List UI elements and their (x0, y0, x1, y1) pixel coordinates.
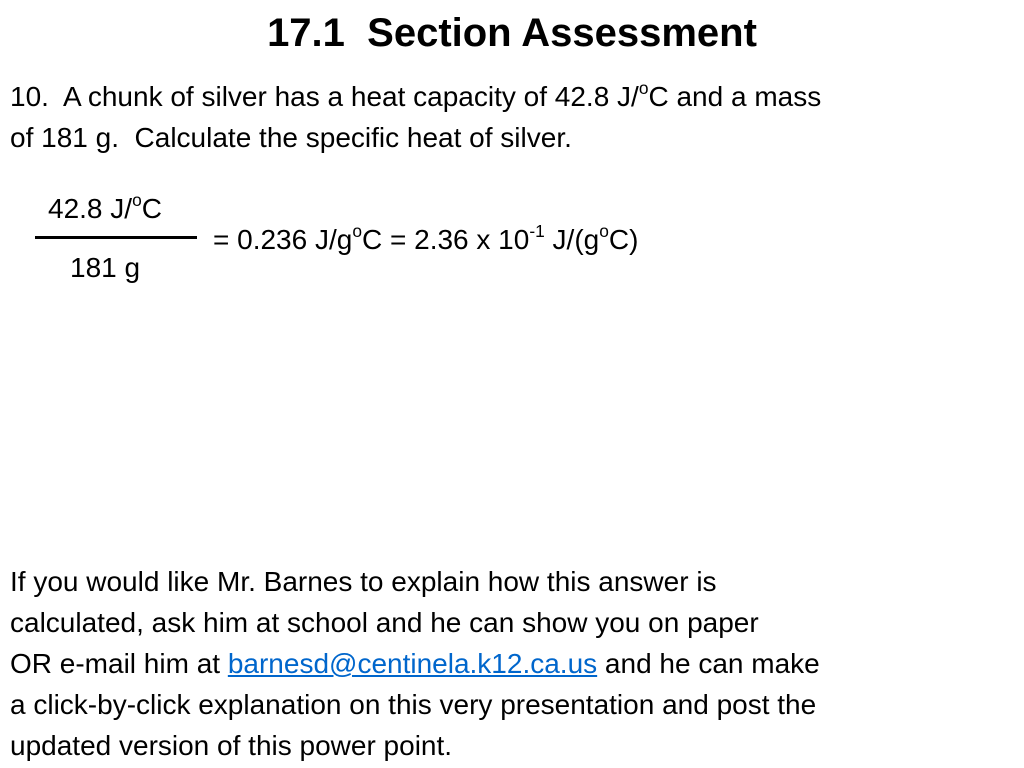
help-note-line-4: a click-by-click explanation on this very presentation and post the (10, 689, 817, 720)
result-part-3: J/(g (544, 224, 600, 255)
result-part-2: C = 2.36 x 10 (362, 224, 530, 255)
help-note-line-3-end: and he can make (597, 648, 820, 679)
help-note-line-2: calculated, ask him at school and he can show you on paper (10, 607, 759, 638)
email-link[interactable]: barnesd@centinela.k12.ca.us (227, 648, 598, 679)
calculation-result (213, 222, 638, 258)
question-line-1-start: 10. A chunk of silver has a heat capacity of 42.8 J/ (10, 81, 639, 112)
help-note-line-3 (10, 643, 1015, 684)
numerator-unit: C (141, 193, 162, 224)
degree-superscript: o (352, 220, 362, 241)
help-note-line-5: updated version of this power point. (10, 730, 453, 761)
result-part-4: C) (608, 224, 639, 255)
fraction-denominator: 181 g (70, 252, 141, 283)
fraction-numerator (48, 191, 162, 227)
question-line-2: of 181 g. Calculate the specific heat of silver. (10, 122, 572, 153)
help-note-line-3-start: OR e-mail him at (10, 648, 228, 679)
question-line-1-end: C and a mass (648, 81, 822, 112)
degree-superscript: o (638, 77, 649, 98)
slide-title: 17.1 Section Assessment (267, 11, 757, 55)
degree-superscript: o (132, 189, 142, 210)
degree-superscript: o (599, 220, 609, 241)
question-text (10, 76, 1010, 158)
help-note (10, 561, 1015, 766)
result-part-1: = 0.236 J/g (213, 224, 353, 255)
help-note-line-1: If you would like Mr. Barnes to explain how this answer is (10, 566, 717, 597)
question-line-1 (10, 76, 1010, 117)
fraction-bar (35, 236, 197, 239)
numerator-value: 42.8 J/ (48, 193, 133, 224)
exponent-superscript: -1 (529, 220, 545, 241)
